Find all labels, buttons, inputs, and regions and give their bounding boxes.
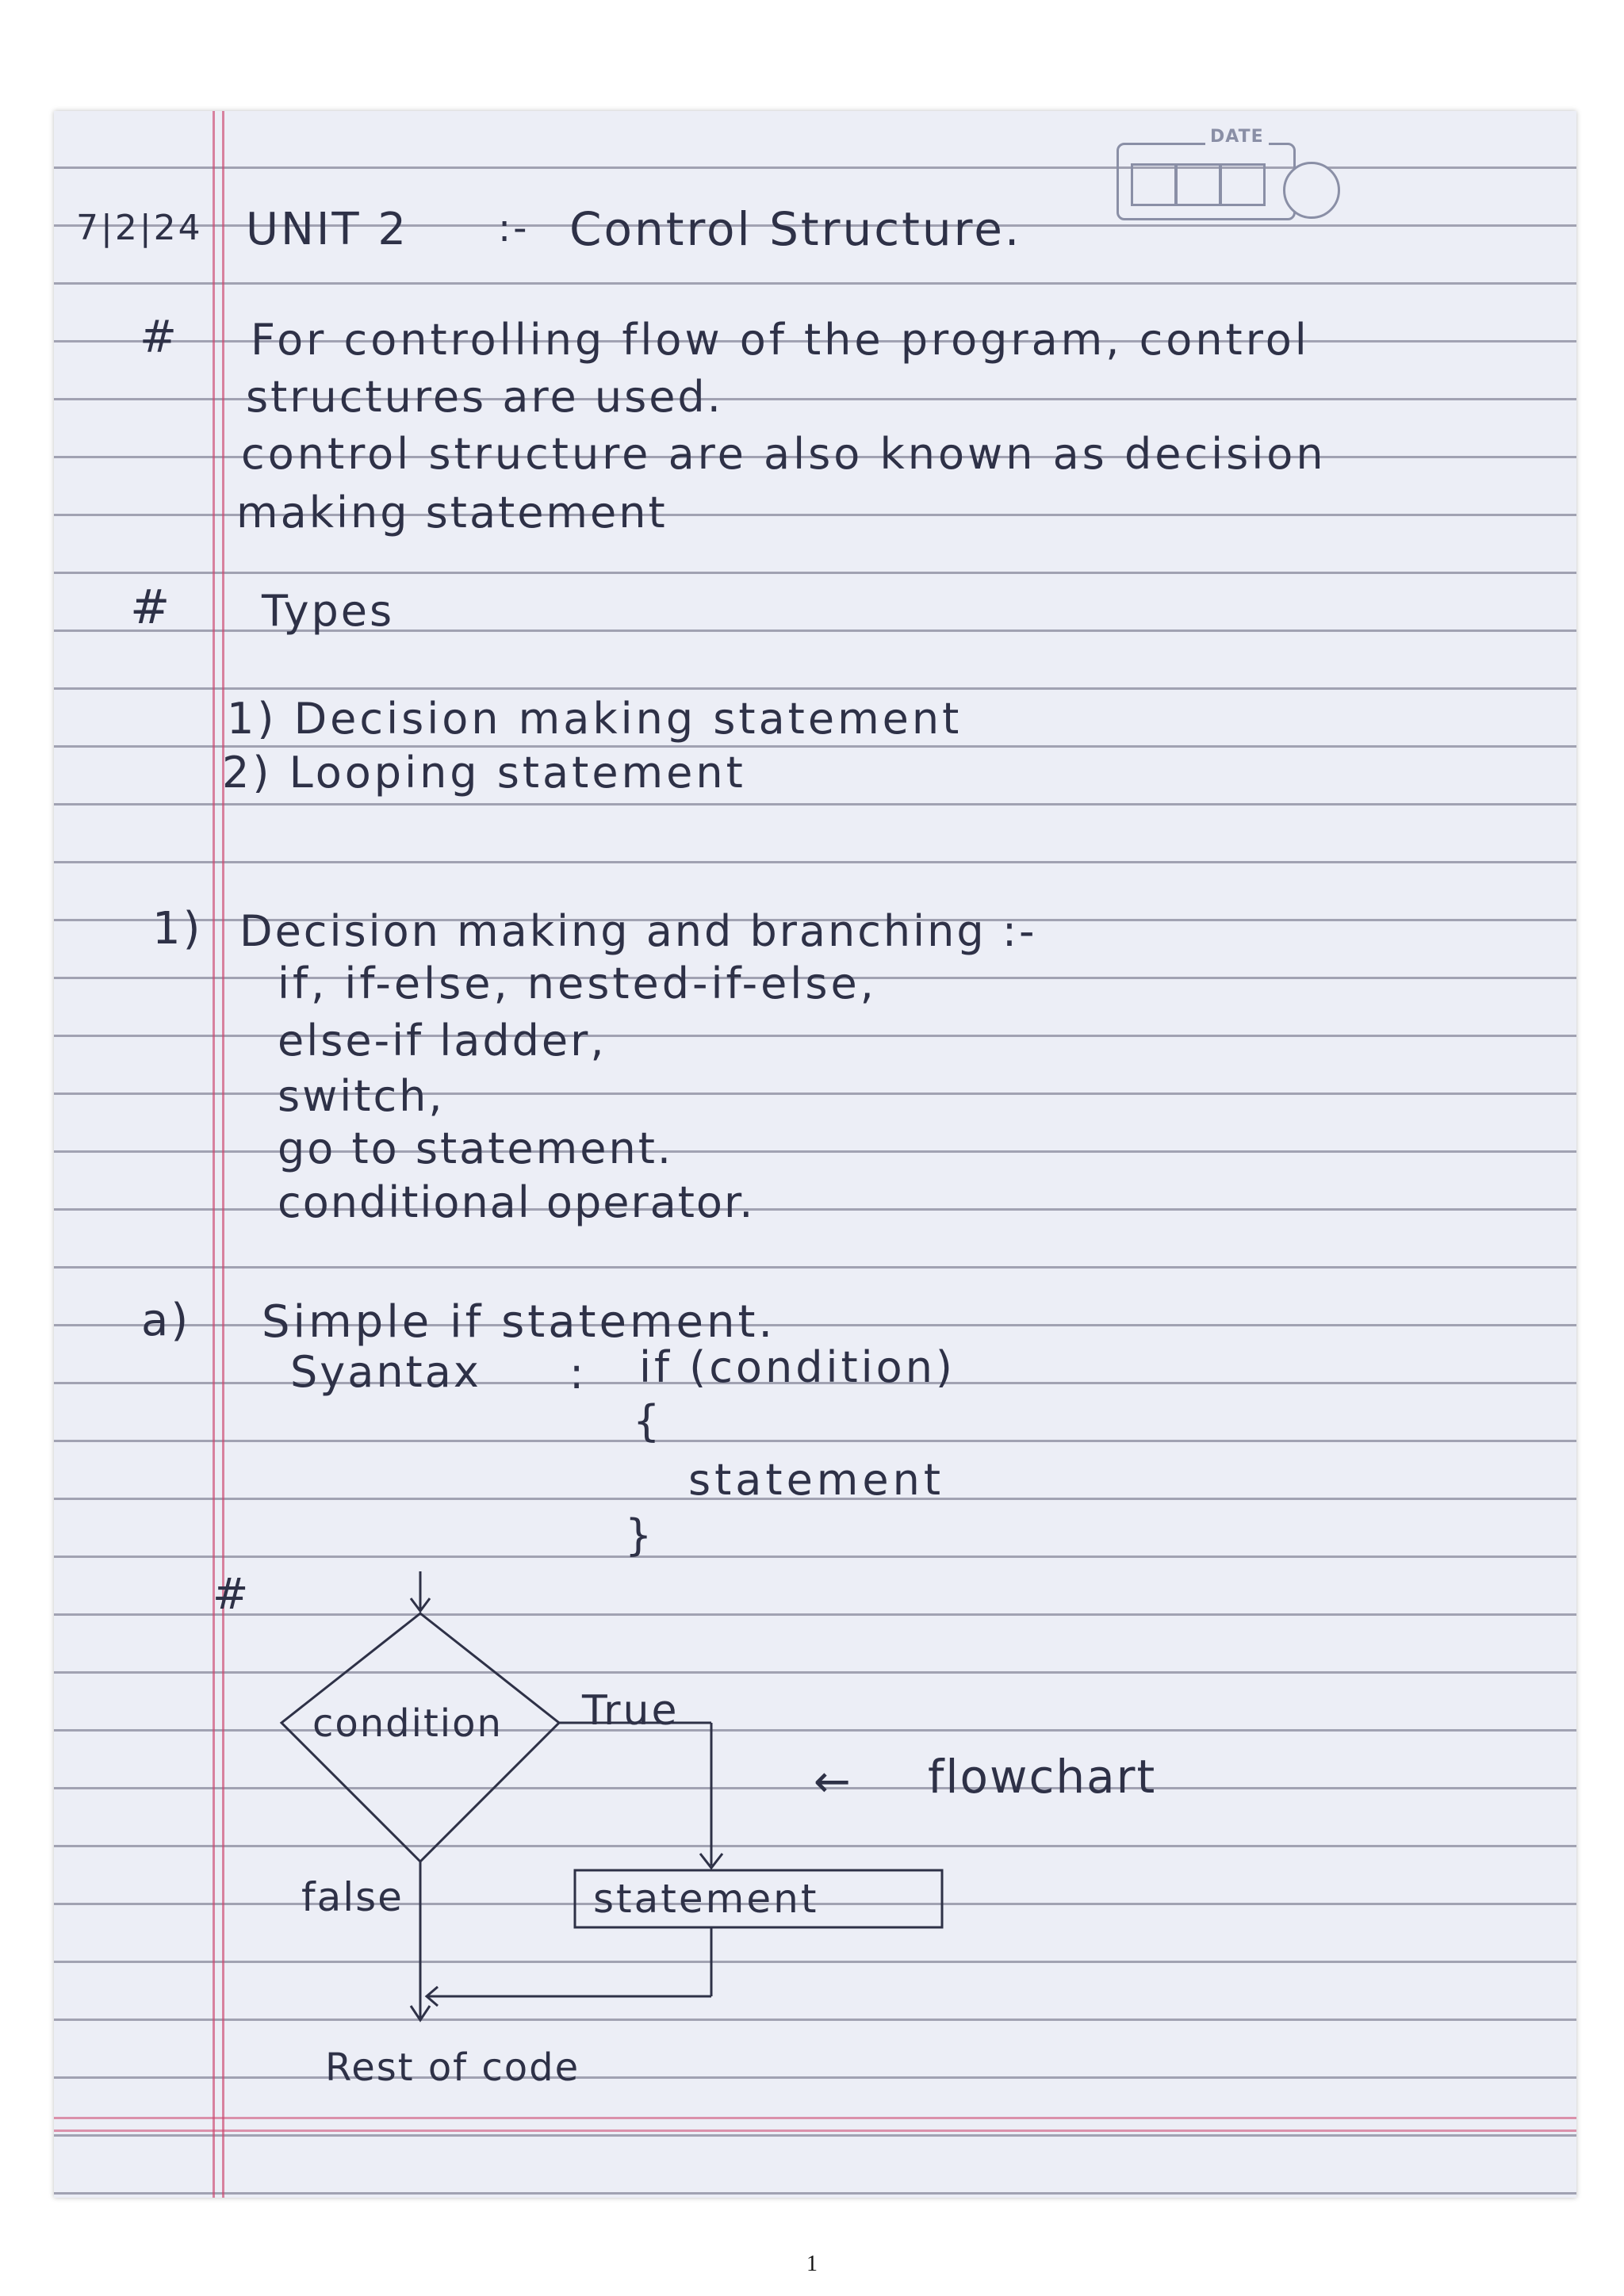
decision-line: conditional operator. — [278, 1177, 755, 1227]
section-number: 1) — [152, 903, 203, 955]
types-heading: Types — [262, 586, 395, 636]
code-brace: } — [625, 1510, 655, 1560]
flowchart-arrow: ← — [814, 1756, 853, 1808]
page-number: 1 — [806, 2252, 818, 2276]
syntax-label: Syantax — [290, 1347, 481, 1397]
rest-of-code-label: Rest of code — [325, 2045, 580, 2090]
hash-bullet: # — [140, 312, 179, 363]
flowchart-caption: flowchart — [928, 1750, 1157, 1804]
decision-line: else-if ladder, — [278, 1016, 607, 1066]
unit-subtitle: Control Structure. — [569, 202, 1022, 256]
code-line: statement — [688, 1455, 945, 1505]
statement-label: statement — [593, 1876, 819, 1922]
intro-line: structures are used. — [246, 372, 723, 422]
subsection-label: a) — [141, 1295, 191, 1346]
hash-bullet: # — [213, 1569, 251, 1619]
types-item: 2) Looping statement — [222, 748, 746, 798]
simple-if-heading: Simple if statement. — [262, 1296, 776, 1348]
title-separator: :- — [498, 206, 530, 251]
syntax-colon: : — [569, 1349, 587, 1399]
unit-title: UNIT 2 — [246, 204, 409, 255]
decision-line: switch, — [278, 1071, 445, 1121]
code-line: if (condition) — [639, 1342, 956, 1392]
entry-date: 7|2|24 — [76, 208, 203, 248]
condition-label: condition — [312, 1701, 503, 1746]
decision-heading: Decision making and branching :- — [239, 906, 1037, 956]
intro-line: control structure are also known as decision — [241, 429, 1327, 479]
decision-line: go to statement. — [278, 1123, 674, 1173]
hash-bullet: # — [130, 580, 173, 635]
types-item: 1) Decision making statement — [227, 694, 963, 744]
notebook-page — [54, 111, 1576, 2198]
true-label: True — [582, 1687, 680, 1735]
decision-line: if, if-else, nested-if-else, — [278, 959, 877, 1008]
intro-line: For controlling flow of the program, control — [251, 315, 1310, 365]
date-stamp-label: DATE — [1205, 127, 1269, 147]
false-label: false — [301, 1874, 404, 1920]
intro-line: making statement — [236, 488, 668, 538]
code-brace: { — [633, 1396, 663, 1446]
